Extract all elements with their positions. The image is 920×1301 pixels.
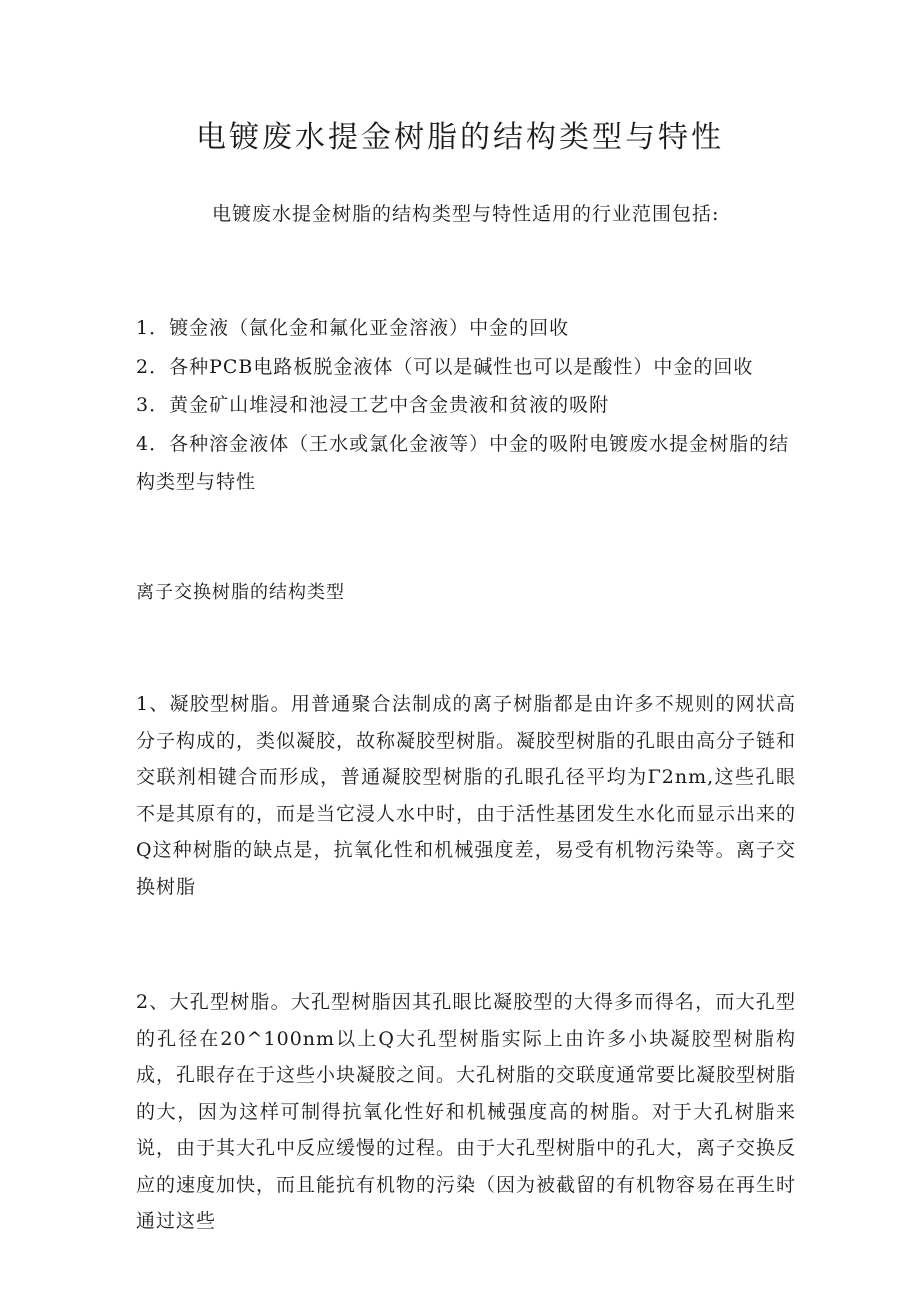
section-heading: 离子交换树脂的结构类型 (136, 582, 345, 603)
paragraph-macroporous-resin: 2、大孔型树脂。大孔型树脂因其孔眼比凝胶型的大得多而得名，而大孔型的孔径在20^100nm以上Q大孔型树脂实际上由许多小块凝胶型树脂构成，孔眼存在于这些小块凝胶之间。大孔树脂的交联度通常要比凝胶型树脂的大，因为这样可制得抗氧化性好和机械强度高的树脂。对于大孔树脂来说，由于其大孔中反应缓慢的过程。由于大孔型树脂中的孔大，离子交换反应的速度加快，而且能抗有机物的污染（因为被截留的有机物容易在再生时通过这些 (136, 991, 797, 1232)
list-item: 3．黄金矿山堆浸和池浸工艺中含金贵液和贫液的吸附 (136, 394, 610, 416)
document-title: 电镀废水提金树脂的结构类型与特性 (196, 120, 724, 155)
list-item: 2．各种PCB电路板脱金液体（可以是碱性也可以是酸性）中金的回收 (136, 355, 754, 378)
document-subtitle: 电镀废水提金树脂的结构类型与特性适用的行业范围包括: (212, 203, 720, 225)
list-item: 4．各种溶金液体（王水或氯化金液等）中金的吸附电镀废水提金树脂的结构类型与特性 (136, 432, 790, 493)
list-item: 1．镀金液（氤化金和氟化亚金溶液）中金的回收 (136, 317, 570, 339)
paragraph-gel-resin: 1、凝胶型树脂。用普通聚合法制成的离子树脂都是由许多不规则的网状高分子构成的，类似凝胶，故称凝胶型树脂。凝胶型树脂的孔眼由高分子链和交联剂相键合而形成，普通凝胶型树脂的孔眼孔径平均为Γ2nm,这些孔眼不是其原有的，而是当它浸人水中时，由于活性基团发生水化而显示出来的Q这种树脂的缺点是，抗氧化性和机械强度差，易受有机物污染等。离子交换树脂 (136, 693, 797, 898)
application-list (136, 309, 796, 502)
